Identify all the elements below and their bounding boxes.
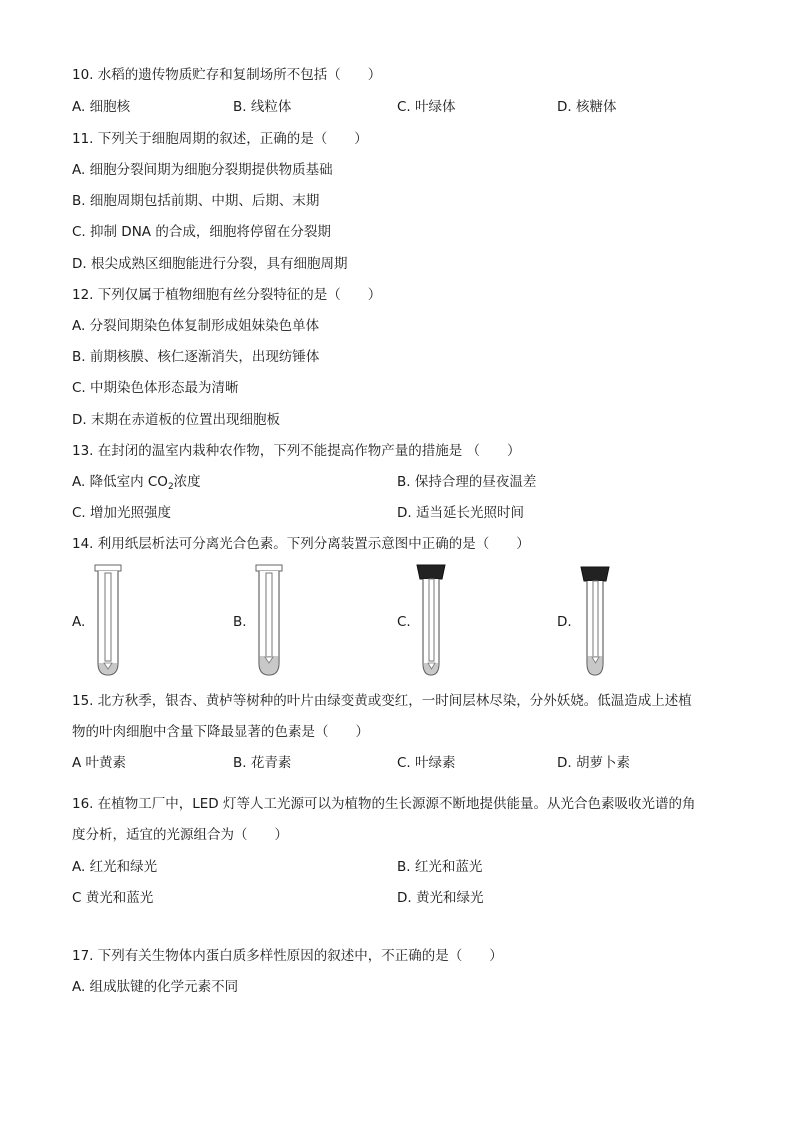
q16-option-d: D. 黄光和绿光 bbox=[397, 890, 484, 906]
q15-option-b: B. 花青素 bbox=[233, 755, 292, 771]
q11-option-a: A. 细胞分裂间期为细胞分裂期提供物质基础 bbox=[72, 162, 333, 178]
q13-option-a-prefix: A. 降低室内 CO bbox=[72, 474, 168, 490]
q16-option-a: A. 红光和绿光 bbox=[72, 859, 158, 875]
q10-option-c: C. 叶绿体 bbox=[397, 99, 456, 115]
q17-stem: 17. 下列有关生物体内蛋白质多样性原因的叙述中，不正确的是（ ） bbox=[72, 948, 503, 964]
q10-option-b: B. 线粒体 bbox=[233, 99, 292, 115]
q12-stem: 12. 下列仅属于植物细胞有丝分裂特征的是（ ） bbox=[72, 287, 382, 303]
q14-label-b: B. bbox=[233, 614, 247, 630]
q16-option-c: C 黄光和蓝光 bbox=[72, 890, 154, 906]
q13-option-d: D. 适当延长光照时间 bbox=[397, 505, 524, 521]
q10-option-a: A. 细胞核 bbox=[72, 99, 131, 115]
q14-stem: 14. 利用纸层析法可分离光合色素。下列分离装置示意图中正确的是（ ） bbox=[72, 536, 530, 552]
q12-option-a: A. 分裂间期染色体复制形成姐妹染色单体 bbox=[72, 318, 320, 334]
q15-stem-line1: 15. 北方秋季，银杏、黄栌等树种的叶片由绿变黄或变红，一时间层林尽染，分外妖娆。低温造成上述植 bbox=[72, 693, 692, 709]
q13-option-b: B. 保持合理的昼夜温差 bbox=[397, 474, 537, 490]
q14-label-d: D. bbox=[557, 614, 572, 630]
q13-option-a-subscript: 2 bbox=[167, 482, 174, 492]
q13-stem: 13. 在封闭的温室内栽种农作物，下列不能提高作物产量的措施是 （ ） bbox=[72, 443, 521, 459]
test-tube-a-icon bbox=[90, 563, 126, 681]
q11-option-d: D. 根尖成熟区细胞能进行分裂，具有细胞周期 bbox=[72, 256, 348, 272]
q16-option-b: B. 红光和蓝光 bbox=[397, 859, 483, 875]
q15-stem-line2: 物的叶肉细胞中含量下降最显著的色素是（ ） bbox=[72, 724, 369, 740]
q15-option-d: D. 胡萝卜素 bbox=[557, 755, 630, 771]
test-tube-d-icon bbox=[577, 563, 613, 681]
q11-option-b: B. 细胞周期包括前期、中期、后期、末期 bbox=[72, 193, 320, 209]
q13-option-a bbox=[72, 473, 201, 491]
q15-option-a: A 叶黄素 bbox=[72, 755, 127, 771]
q16-stem-line1: 16. 在植物工厂中，LED 灯等人工光源可以为植物的生长源源不断地提供能量。从光合色素吸收光谱的角 bbox=[72, 796, 696, 812]
q17-option-a: A. 组成肽键的化学元素不同 bbox=[72, 979, 239, 995]
q11-option-c: C. 抑制 DNA 的合成，细胞将停留在分裂期 bbox=[72, 224, 331, 240]
q10-stem: 10. 水稻的遗传物质贮存和复制场所不包括（ ） bbox=[72, 67, 382, 83]
q11-stem: 11. 下列关于细胞周期的叙述，正确的是（ ） bbox=[72, 131, 368, 147]
q12-option-b: B. 前期核膜、核仁逐渐消失，出现纺锤体 bbox=[72, 349, 320, 365]
q12-option-c: C. 中期染色体形态最为清晰 bbox=[72, 380, 239, 396]
q13-option-a-suffix: 浓度 bbox=[173, 474, 201, 490]
q14-label-a: A. bbox=[72, 614, 86, 630]
test-tube-c-icon bbox=[413, 563, 449, 681]
q16-stem-line2: 度分析，适宜的光源组合为（ ） bbox=[72, 827, 288, 843]
q14-label-c: C. bbox=[397, 614, 411, 630]
q15-option-c: C. 叶绿素 bbox=[397, 755, 456, 771]
q10-option-d: D. 核糖体 bbox=[557, 99, 617, 115]
test-tube-b-icon bbox=[251, 563, 287, 681]
q12-option-d: D. 末期在赤道板的位置出现细胞板 bbox=[72, 412, 280, 428]
q13-option-c: C. 增加光照强度 bbox=[72, 505, 172, 521]
